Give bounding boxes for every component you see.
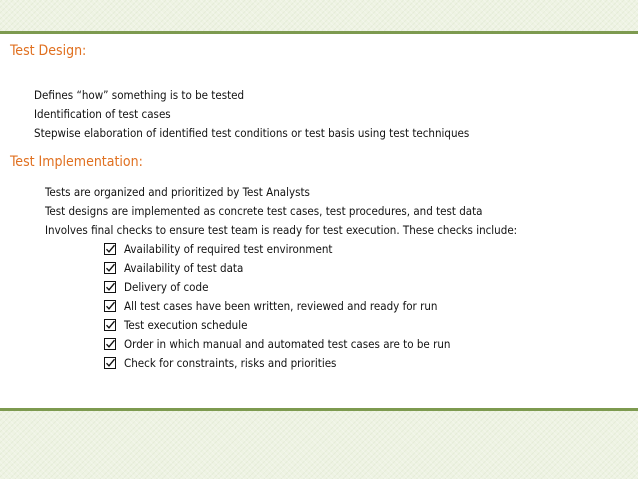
test-implementation-line: Test designs are implemented as concrete test cases, test procedures, and test data — [45, 204, 483, 218]
test-implementation-line: Involves final checks to ensure test team is ready for test execution. These checks include: — [45, 223, 518, 237]
checked-box-icon — [104, 319, 116, 331]
checked-box-icon — [104, 338, 116, 350]
check-item — [104, 280, 208, 294]
test-design-line: Defines “how” something is to be tested — [34, 88, 245, 102]
checked-box-icon — [104, 357, 116, 369]
test-implementation-heading: Test Implementation: — [10, 154, 143, 170]
checked-box-icon — [104, 300, 116, 312]
check-item — [104, 318, 248, 332]
check-item-label: Check for constraints, risks and priorities — [124, 356, 337, 370]
check-item — [104, 337, 450, 351]
checked-box-icon — [104, 262, 116, 274]
check-item-label: Delivery of code — [124, 280, 209, 294]
check-item — [104, 356, 336, 370]
check-item — [104, 299, 437, 313]
bottom-divider — [0, 408, 638, 411]
check-item-label: Test execution schedule — [124, 318, 248, 332]
check-item-label: Availability of required test environment — [124, 242, 333, 256]
test-implementation-line: Tests are organized and prioritized by Test Analysts — [45, 185, 310, 199]
check-item-label: Order in which manual and automated test cases are to be run — [124, 337, 451, 351]
test-design-line: Identification of test cases — [34, 107, 171, 121]
check-item-label: All test cases have been written, reviewed and ready for run — [124, 299, 438, 313]
checked-box-icon — [104, 281, 116, 293]
test-design-line: Stepwise elaboration of identified test conditions or test basis using test techniques — [34, 126, 470, 140]
test-design-heading: Test Design: — [10, 43, 87, 59]
check-item — [104, 242, 332, 256]
check-item — [104, 261, 243, 275]
check-item-label: Availability of test data — [124, 261, 244, 275]
slide-content — [0, 34, 638, 408]
checked-box-icon — [104, 243, 116, 255]
